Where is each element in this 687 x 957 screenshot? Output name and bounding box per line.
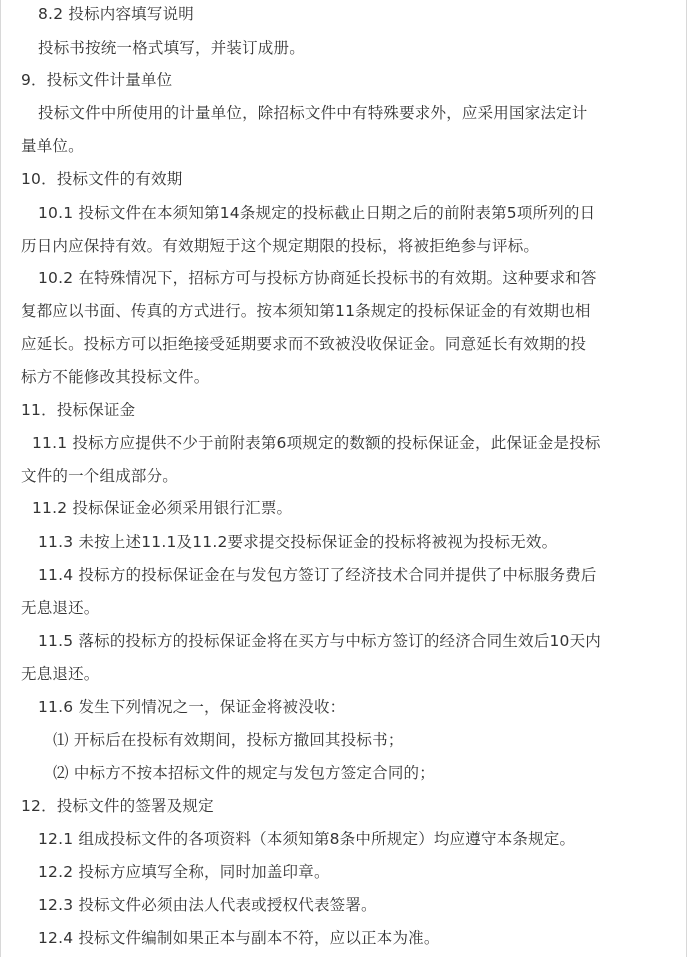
list-item: ⑵ 中标方不按本招标文件的规定与发包方签定合同的； <box>53 764 435 782</box>
clause-10-1-line: 10.1 投标文件在本须知第14条规定的投标截止日期之后的前附表第5项所列的日 <box>38 204 596 222</box>
clause-11-6-line: 11.6 发生下列情况之一，保证金将被没收： <box>38 698 346 716</box>
clause-10-2-line: 复都应以书面、传真的方式进行。按本须知第11条规定的投标保证金的有效期也相 <box>21 302 591 320</box>
clause-12-4-line: 12.4 投标文件编制如果正本与副本不符，应以正本为准。 <box>38 929 440 947</box>
clause-12-2-line: 12.2 投标方应填写全称，同时加盖印章。 <box>38 863 330 881</box>
clause-12-3-line: 12.3 投标文件必须由法人代表或授权代表签署。 <box>38 896 377 914</box>
clause-12-1-line: 12.1 组成投标文件的各项资料（本须知第8条中所规定）均应遵守本条规定。 <box>38 830 576 848</box>
subsection-heading-8-2: 8.2 投标内容填写说明 <box>38 5 194 23</box>
section-heading-12: 12．投标文件的签署及规定 <box>21 797 214 815</box>
clause-11-4-line: 11.4 投标方的投标保证金在与发包方签订了经济技术合同并提供了中标服务费后 <box>38 566 597 584</box>
section-heading-10: 10．投标文件的有效期 <box>21 170 183 188</box>
section-heading-11: 11．投标保证金 <box>21 401 136 419</box>
clause-11-5-line: 11.5 落标的投标方的投标保证金将在买方与中标方签订的经济合同生效后10天内 <box>38 632 601 650</box>
clause-11-3-line: 11.3 未按上述11.1及11.2要求提交投标保证金的投标将被视为投标无效。 <box>38 533 558 551</box>
paragraph-line: 投标文件中所使用的计量单位，除招标文件中有特殊要求外，应采用国家法定计 <box>38 104 588 122</box>
clause-11-1-line: 11.1 投标方应提供不少于前附表第6项规定的数额的投标保证金，此保证金是投标 <box>32 434 601 452</box>
section-heading-9: 9．投标文件计量单位 <box>21 71 173 89</box>
clause-11-2-line: 11.2 投标保证金必须采用银行汇票。 <box>32 499 293 517</box>
clause-11-1-line: 文件的一个组成部分。 <box>21 467 179 485</box>
paragraph-line: 投标书按统一格式填写，并装订成册。 <box>38 39 305 57</box>
clause-10-2-line: 标方不能修改其投标文件。 <box>21 368 210 386</box>
list-item: ⑴ 开标后在投标有效期间，投标方撤回其投标书； <box>53 731 404 749</box>
clause-10-1-line: 历日内应保持有效。有效期短于这个规定期限的投标，将被拒绝参与评标。 <box>21 237 540 255</box>
clause-10-2-line: 应延长。投标方可以拒绝接受延期要求而不致被没收保证金。同意延长有效期的投 <box>21 335 587 353</box>
clause-11-5-line: 无息退还。 <box>21 665 100 683</box>
clause-11-4-line: 无息退还。 <box>21 599 100 617</box>
paragraph-line: 量单位。 <box>21 137 84 155</box>
clause-10-2-line: 10.2 在特殊情况下，招标方可与投标方协商延长投标书的有效期。这种要求和答 <box>38 269 597 287</box>
